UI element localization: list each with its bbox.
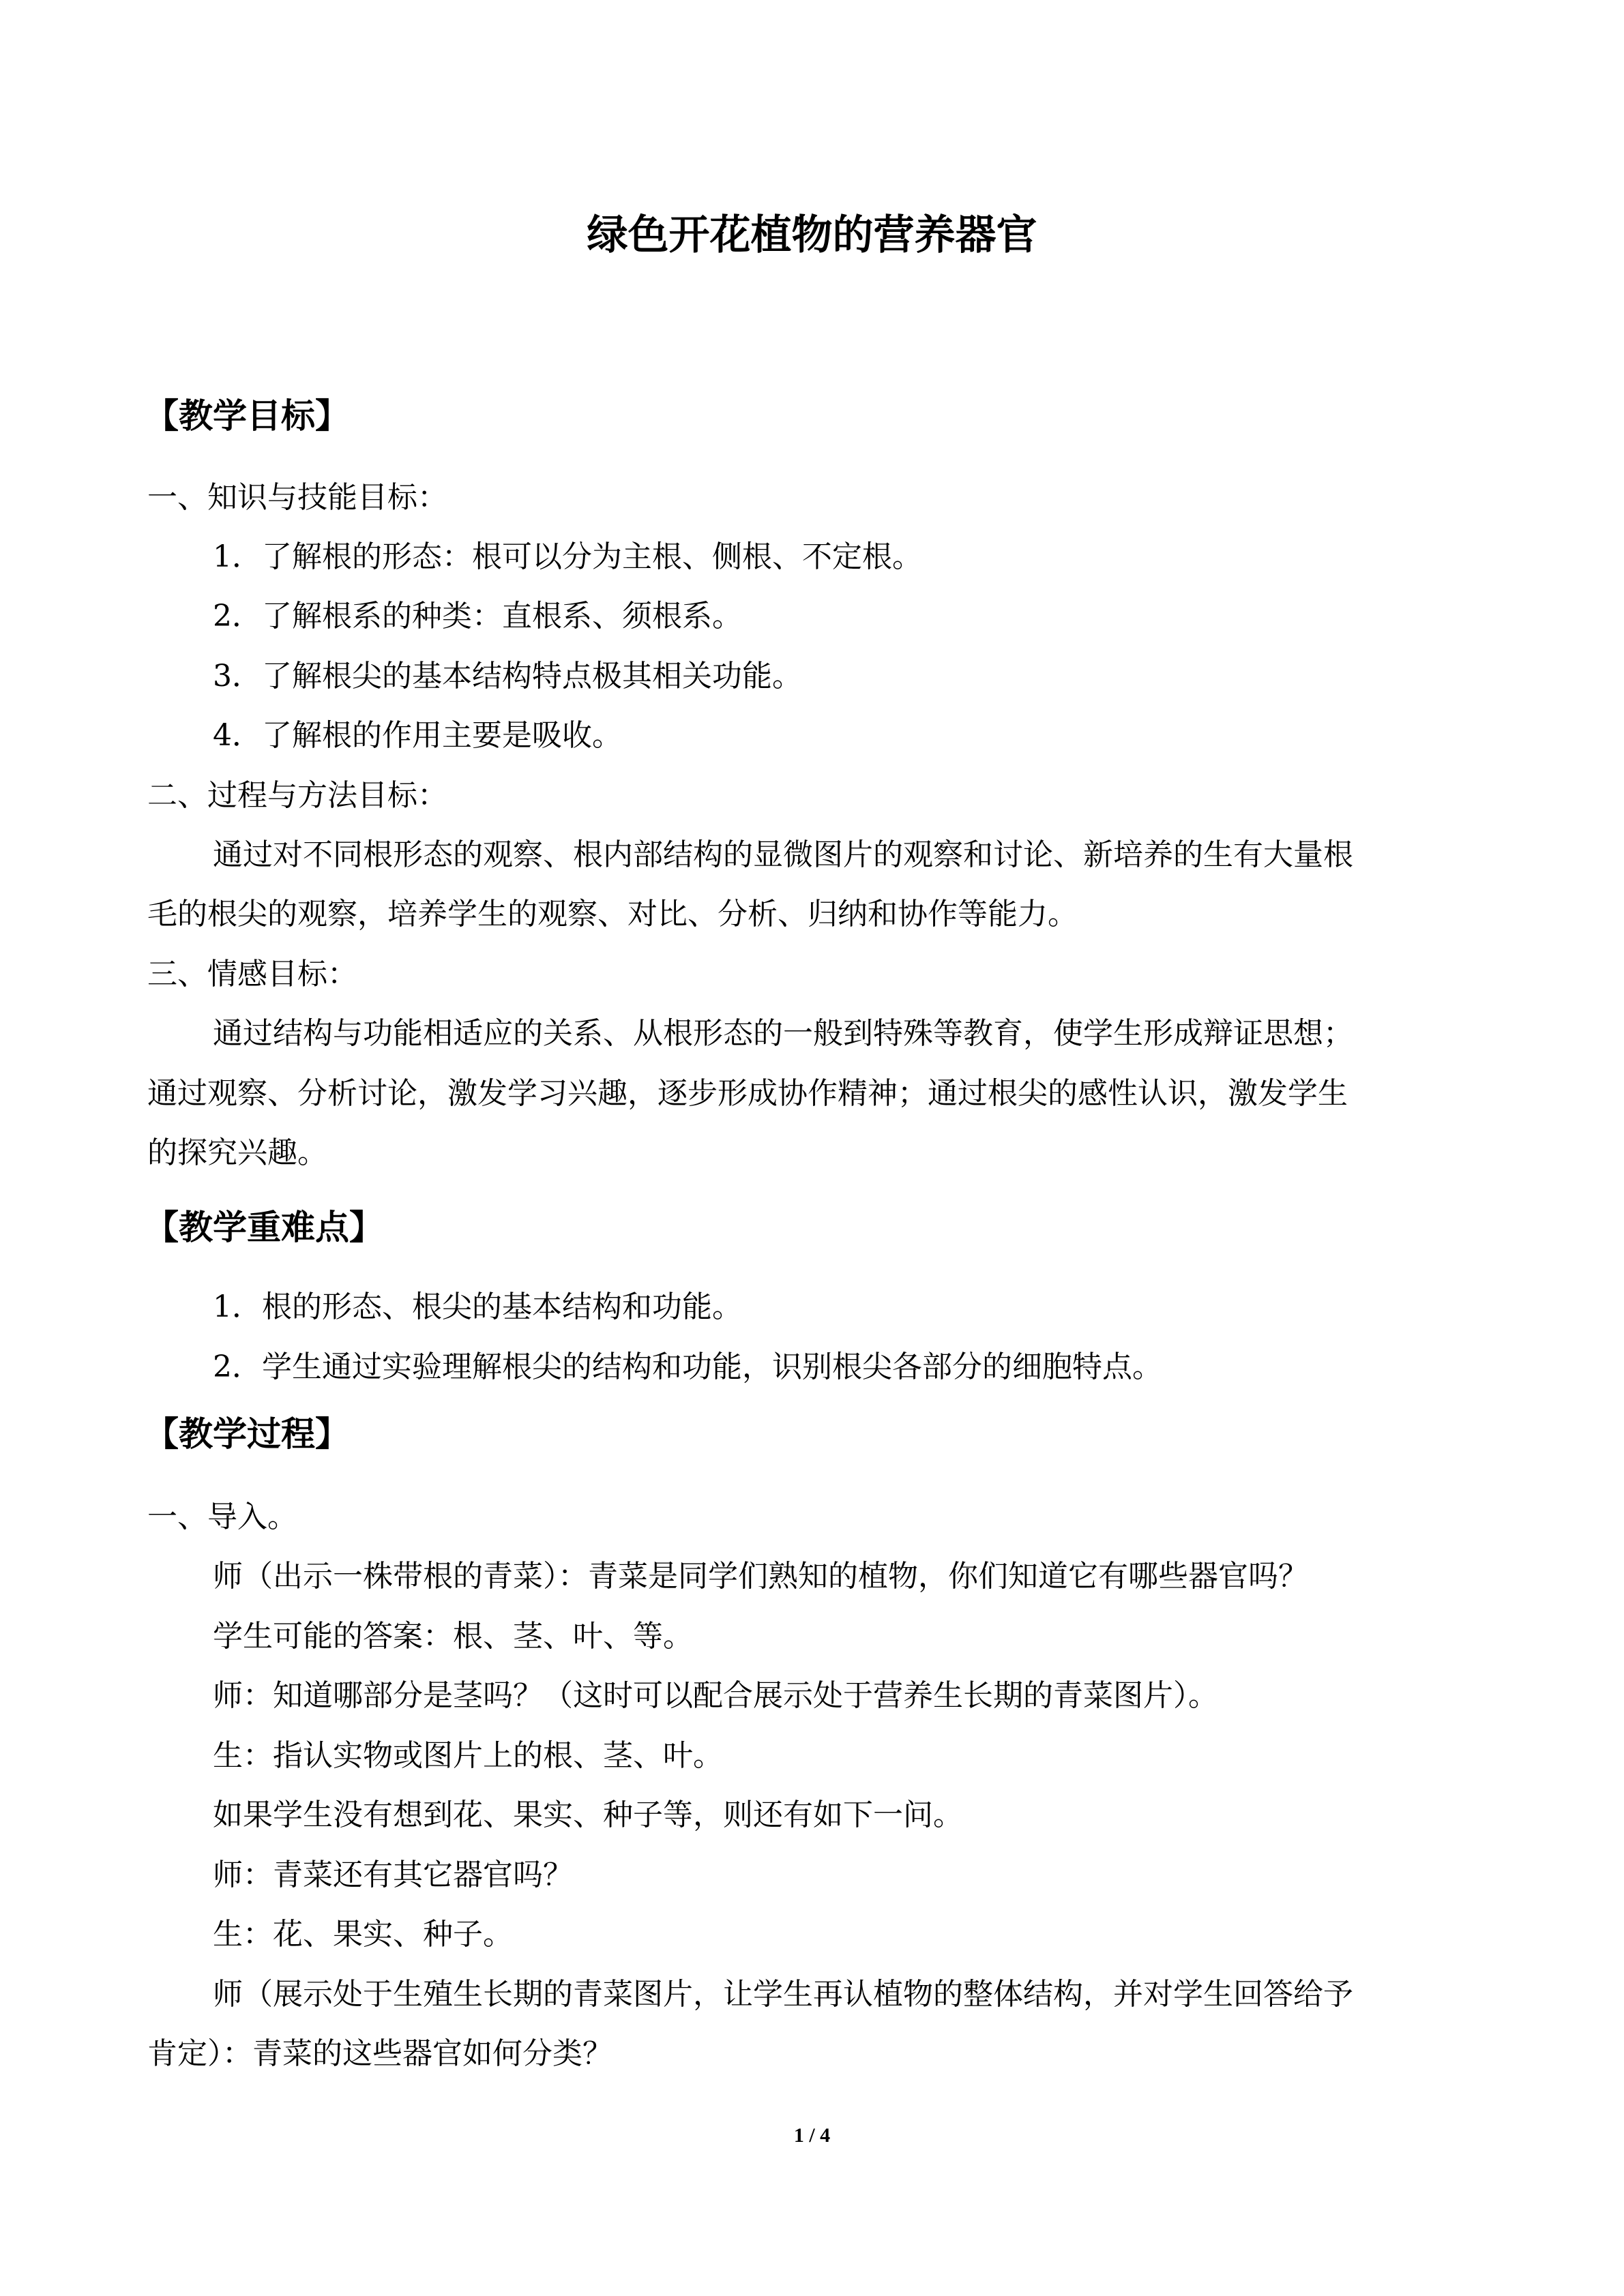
document-title: 绿色开花植物的营养器官	[587, 211, 1037, 259]
objectives-subheading-knowledge: 一、知识与技能目标：	[147, 480, 447, 515]
objectives-item-4: 4．了解根的作用主要是吸收。	[213, 718, 622, 753]
process-dialogue-line: 生：花、果实、种子。	[213, 1917, 513, 1952]
process-dialogue-line: 生：指认实物或图片上的根、茎、叶。	[213, 1738, 723, 1773]
process-subheading-intro: 一、导入。	[147, 1500, 297, 1534]
key-point-item-2: 2．学生通过实验理解根尖的结构和功能，识别根尖各部分的细胞特点。	[213, 1350, 1162, 1384]
section-heading-key-points: 【教学重难点】	[145, 1208, 383, 1247]
process-dialogue-line: 师（出示一株带根的青菜）：青菜是同学们熟知的植物，你们知道它有哪些器官吗？	[213, 1559, 1308, 1594]
objectives-item-3: 3．了解根尖的基本结构特点极其相关功能。	[213, 659, 802, 694]
objectives-item-2: 2．了解根系的种类：直根系、须根系。	[213, 599, 742, 633]
objectives-paragraph-line: 通过结构与功能相适应的关系、从根形态的一般到特殊等教育，使学生形成辩证思想；	[213, 1016, 1353, 1051]
process-dialogue-line: 师（展示处于生殖生长期的青菜图片，让学生再认植物的整体结构，并对学生回答给予	[213, 1977, 1353, 2012]
process-dialogue-line: 如果学生没有想到花、果实、种子等，则还有如下一问。	[213, 1798, 963, 1832]
page-number: 1 / 4	[793, 2124, 831, 2147]
section-heading-process: 【教学过程】	[145, 1414, 349, 1454]
process-dialogue-line: 师：知道哪部分是茎吗？（这时可以配合展示处于营养生长期的青菜图片）。	[213, 1678, 1218, 1713]
objectives-subheading-emotion: 三、情感目标：	[147, 957, 357, 992]
objectives-subheading-process: 二、过程与方法目标：	[147, 778, 447, 813]
section-heading-objectives: 【教学目标】	[145, 396, 349, 436]
objectives-item-1: 1．了解根的形态：根可以分为主根、侧根、不定根。	[213, 539, 922, 574]
objectives-paragraph-line: 通过观察、分析讨论，激发学习兴趣，逐步形成协作精神；通过根尖的感性认识，激发学生	[147, 1076, 1348, 1111]
process-dialogue-line: 师：青菜还有其它器官吗？	[213, 1858, 573, 1892]
key-point-item-1: 1．根的形态、根尖的基本结构和功能。	[213, 1289, 742, 1324]
process-dialogue-line: 肯定）：青菜的这些器官如何分类？	[147, 2036, 612, 2071]
process-dialogue-line: 学生可能的答案：根、茎、叶、等。	[213, 1619, 693, 1654]
objectives-paragraph-line: 的探究兴趣。	[147, 1135, 327, 1170]
objectives-paragraph-line: 通过对不同根形态的观察、根内部结构的显微图片的观察和讨论、新培养的生有大量根	[213, 837, 1353, 872]
objectives-paragraph-line: 毛的根尖的观察，培养学生的观察、对比、分析、归纳和协作等能力。	[147, 897, 1078, 931]
